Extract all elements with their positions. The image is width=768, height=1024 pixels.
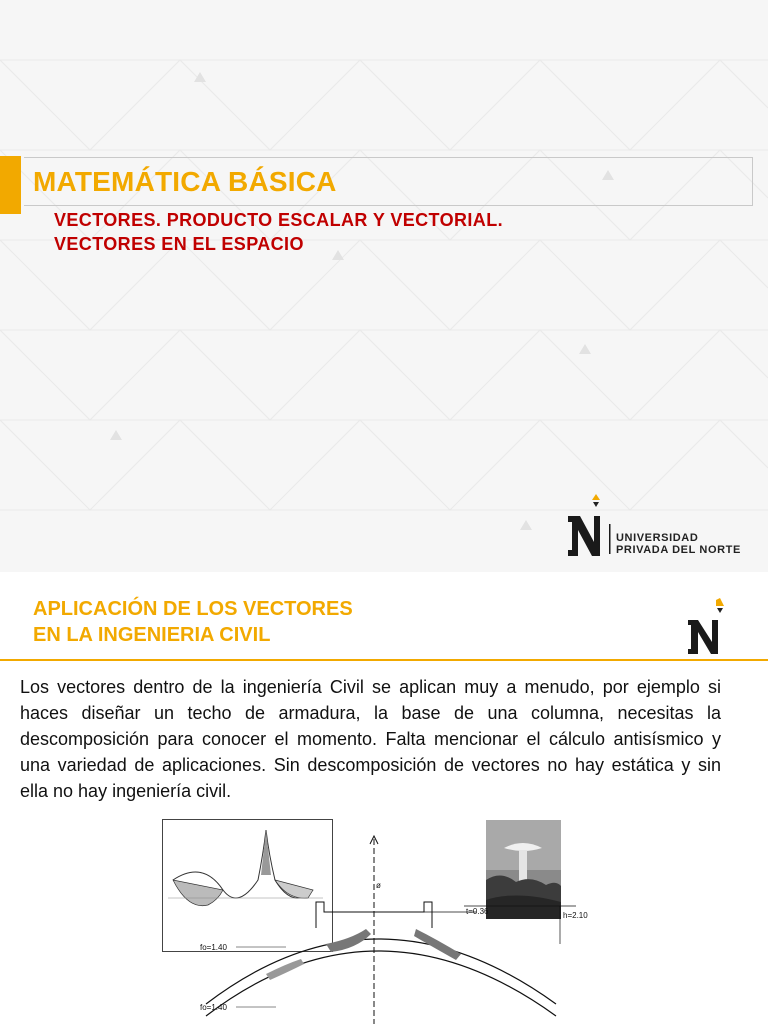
university-name — [616, 532, 741, 556]
title-frame-bottom — [24, 205, 752, 206]
course-title: MATEMÁTICA BÁSICA — [33, 166, 337, 197]
university-name-line-1: UNIVERSIDAD — [616, 532, 699, 544]
title-accent-bar — [0, 156, 21, 214]
section-title — [33, 596, 353, 648]
dome-section-drawing — [176, 834, 616, 1024]
fo-label-1: fo=1.40 — [200, 943, 227, 952]
fo-label-2: fo=1.40 — [200, 1003, 227, 1012]
university-name-line-2: PRIVADA DEL NORTE — [616, 544, 741, 556]
upn-n-icon-small — [684, 598, 732, 656]
subtitle-line-2: VECTORES EN EL ESPACIO — [54, 234, 304, 254]
section-divider — [0, 659, 768, 661]
thickness-label: t=0.36 — [466, 907, 489, 916]
height-label: h=2.10 — [563, 911, 588, 920]
body-paragraph: Los vectores dentro de la ingeniería Civil se aplican muy a menudo, por ejemplo si haces diseñar un techo de armadura, la base de una columna, necesitas la descomposición para conocer el momento. Falta mencionar el cálculo antisísmico y una variedad de aplicaciones. Sin descomposición de vectores no hay estática y sin ella no hay ingeniería civil. — [20, 677, 721, 801]
upn-n-icon — [562, 494, 614, 562]
title-frame-right — [752, 157, 753, 206]
content-slide — [0, 576, 768, 1024]
university-logo — [562, 494, 752, 562]
section-title-line-2: EN LA INGENIERIA CIVIL — [33, 624, 271, 646]
subtitle-line-1: VECTORES. PRODUCTO ESCALAR Y VECTORIAL. — [54, 210, 504, 230]
section-title-line-1: APLICACIÓN DE LOS VECTORES — [33, 598, 353, 620]
phi-label: ø — [376, 881, 381, 890]
lesson-subtitle — [54, 208, 503, 256]
title-frame-top — [24, 157, 752, 158]
